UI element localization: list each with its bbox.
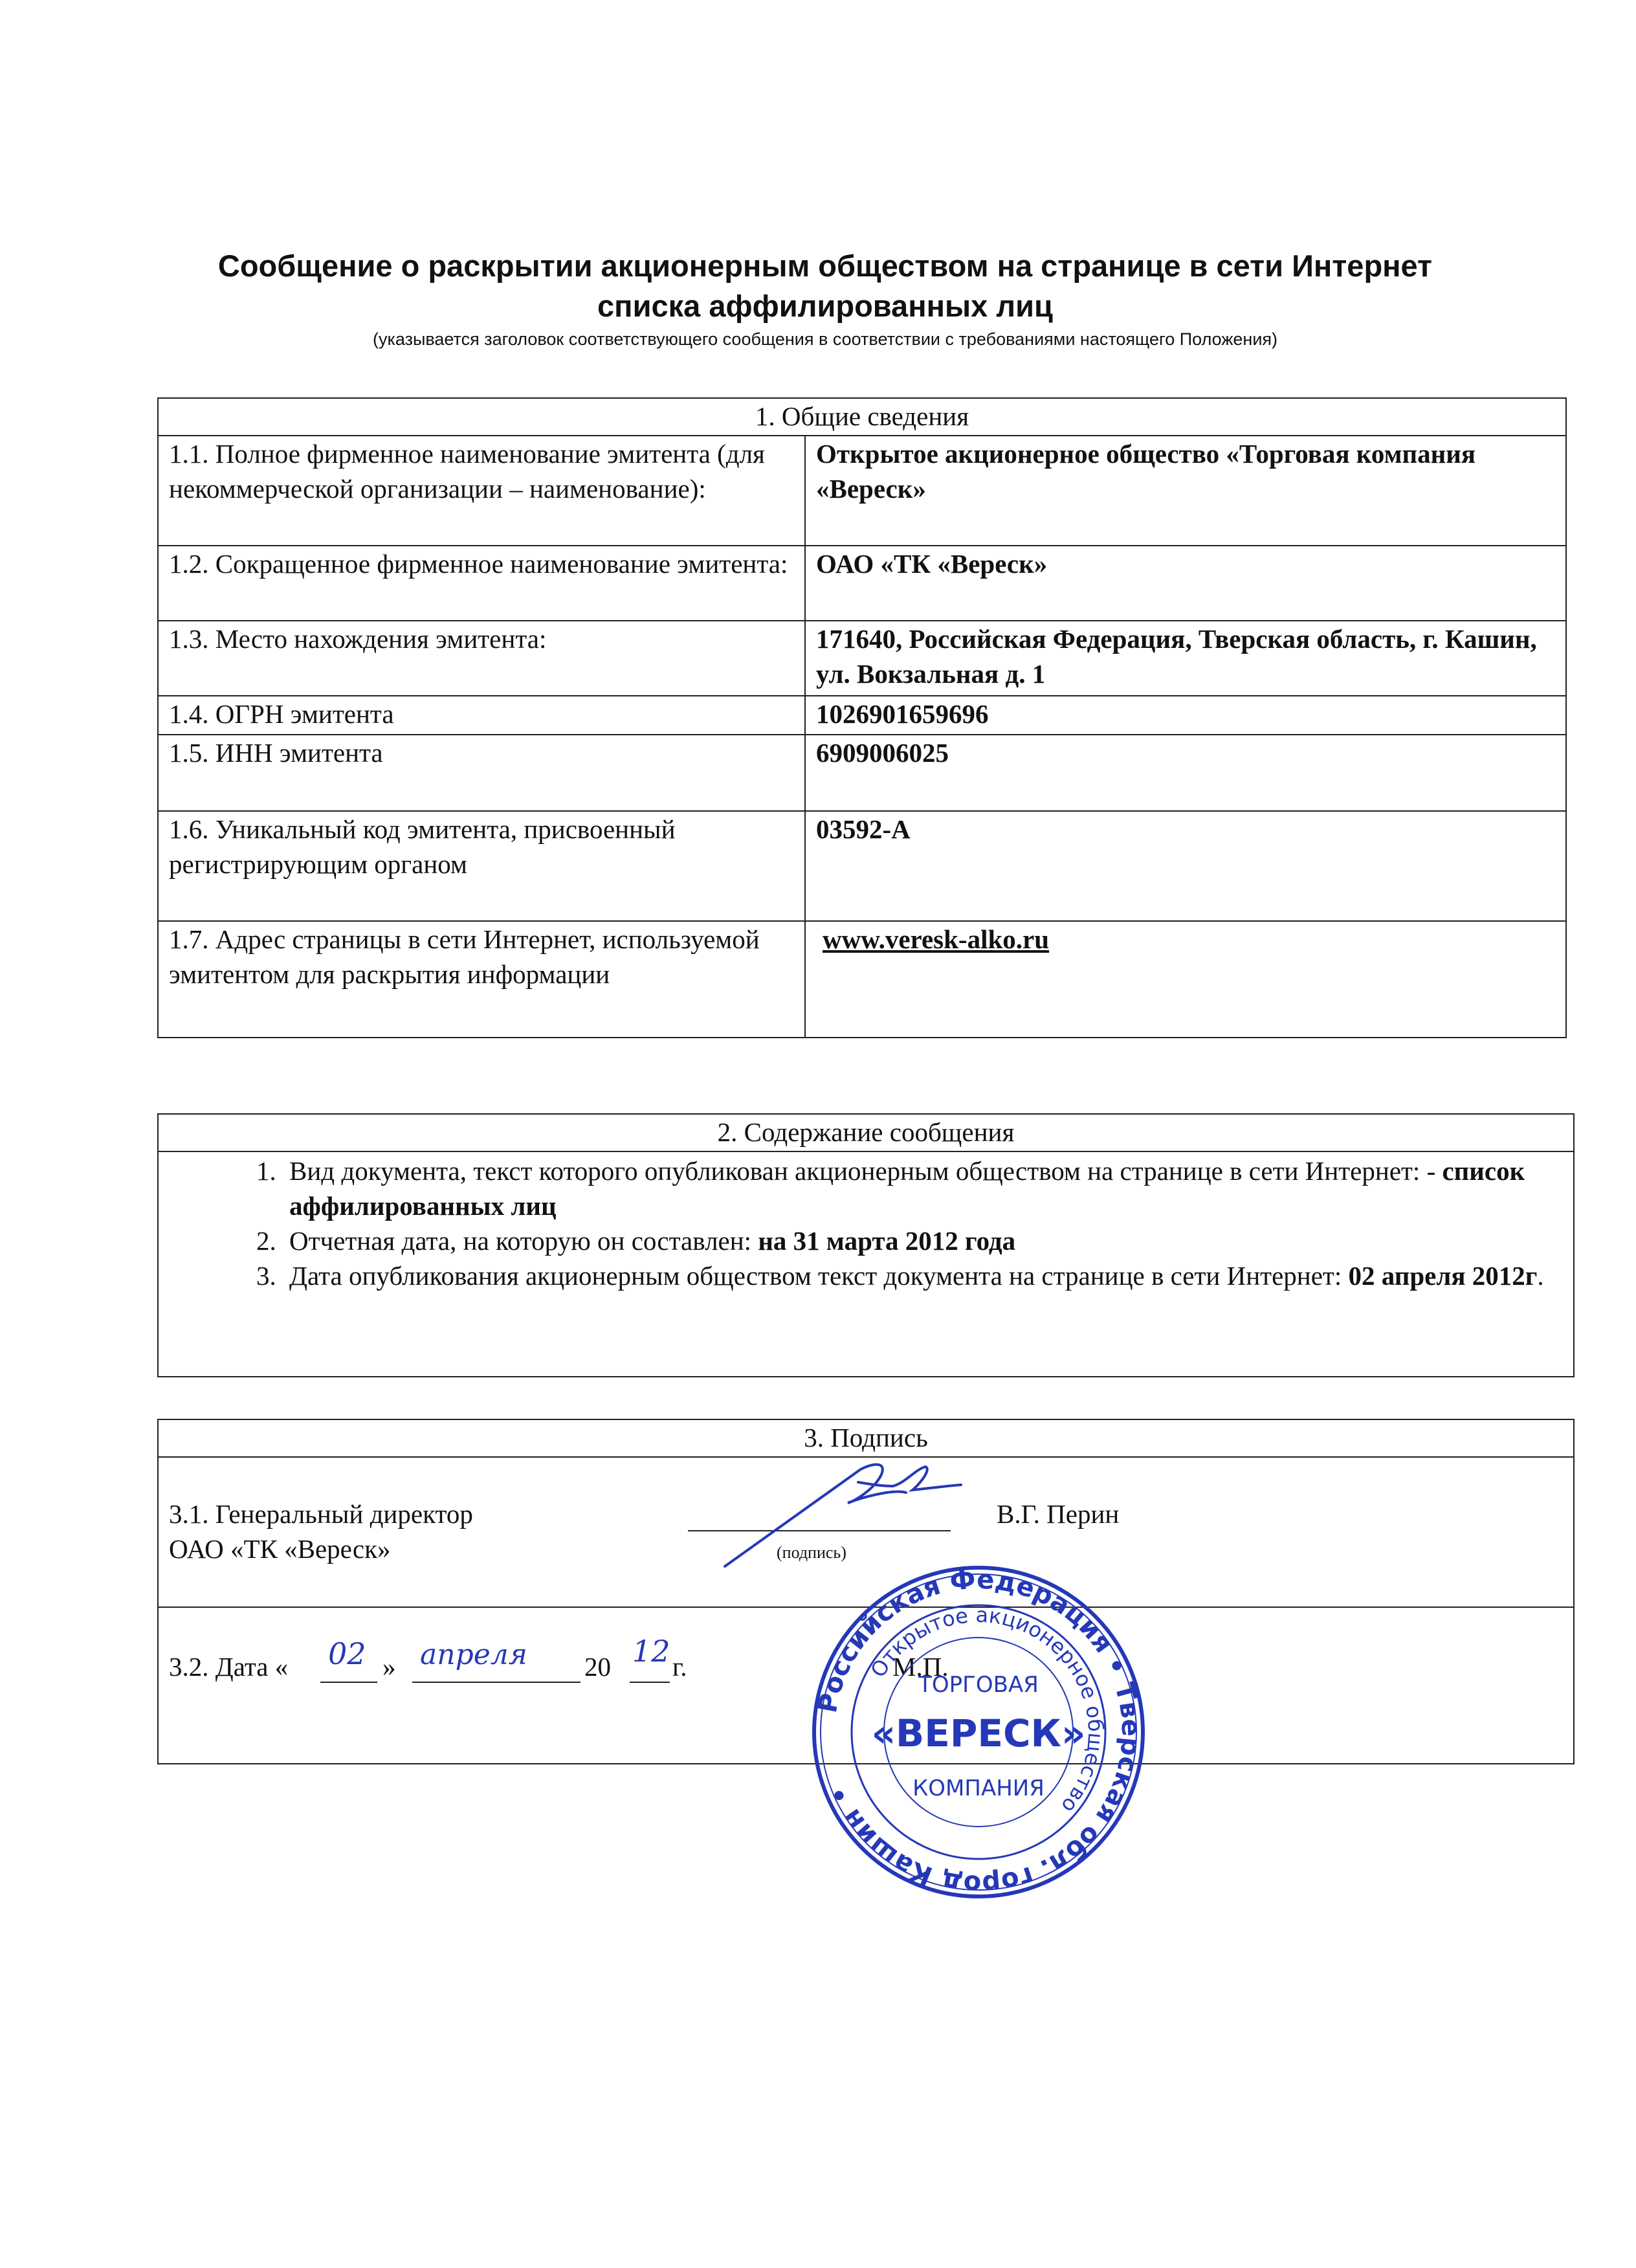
content-item-document-type [283,1153,1563,1223]
content-item-text: Вид документа, текст которого опубликован акционерным обществом на странице в сети Интернет: - [289,1156,1443,1186]
row-label-full-name: 1.1. Полное фирменное наименование эмитента (для некоммерческой организации – наименование): [158,436,805,546]
seal-ink [813,1564,1145,1899]
content-item-report-date [283,1223,1563,1258]
date-quote-close: » [382,1652,396,1682]
content-item-value: список аффилированных лиц [289,1156,1525,1221]
signer-name: В.Г. Перин [997,1499,1120,1529]
date-suffix: г. [672,1652,687,1682]
general-info-table [157,397,1567,1038]
content-body [158,1151,1574,1377]
seal-center-name: «ВЕРЕСК» [871,1711,1086,1755]
row-value-ogrn: 1026901659696 [805,696,1566,735]
content-item-text: Отчетная дата, на которую он составлен: [289,1226,758,1256]
seal-outer-text: Российская Федерация • Тверская обл. город Кашин • [812,1564,1146,1900]
date-month-line [412,1682,580,1683]
content-item-value: на 31 марта 2012 года [758,1226,1016,1256]
company-seal [810,1564,1147,1900]
general-info-heading: 1. Общие сведения [158,398,1566,436]
handwritten-signature [712,1443,971,1573]
seal-line-bottom: КОМПАНИЯ [912,1775,1045,1801]
document-header [149,246,1501,351]
title-note: (указывается заголовок соответствующего сообщения в соответствии с требованиями настоящего Положения) [372,329,1278,349]
signature-caption: (подпись) [777,1543,846,1562]
website-link[interactable]: www.veresk-alko.ru [823,924,1050,954]
row-value-full-name: Открытое акционерное общество «Торговая компания «Вереск» [805,436,1566,546]
content-list [169,1153,1563,1293]
signature-heading: 3. Подпись [158,1419,1574,1457]
document-title-line-1: Сообщение о раскрытии акционерным обществом на странице в сети Интернет [217,249,1433,283]
row-label-ogrn: 1.4. ОГРН эмитента [158,696,805,735]
content-item-publish-date [283,1258,1563,1293]
content-item-tail: . [1537,1261,1544,1291]
content-item-text: Дата опубликования акционерным обществом текст документа на странице в сети Интернет: [289,1261,1349,1291]
row-label-location: 1.3. Место нахождения эмитента: [158,621,805,696]
stamp-place-label: М.П. [892,1652,949,1682]
date-day-line [320,1682,377,1683]
date-year-line [630,1682,670,1683]
row-value-inn: 6909006025 [805,735,1566,811]
content-item-value: 02 апреля 2012г [1348,1261,1538,1291]
date-month-handwritten: апреля [420,1638,527,1671]
row-label-web-page: 1.7. Адрес страницы в сети Интернет, используемой эмитентом для раскрытия информации [158,921,805,1038]
row-label-short-name: 1.2. Сокращенное фирменное наименование эмитента: [158,546,805,621]
signer-position: 3.1. Генеральный директор [169,1499,473,1529]
date-label: 3.2. Дата « [169,1652,289,1682]
document-title-line-2: списка аффилированных лиц [597,289,1053,323]
seal-line-top: ТОРГОВАЯ [918,1672,1039,1698]
signer-company: ОАО «ТК «Вереск» [169,1534,391,1564]
seal-middle-text: Открытое акционерное общество [865,1602,1109,1818]
row-label-issuer-code: 1.6. Уникальный код эмитента, присвоенный регистрирующим органом [158,811,805,921]
date-year-handwritten: 12 [632,1634,670,1669]
date-day-handwritten: 02 [328,1636,366,1671]
row-label-inn: 1.5. ИНН эмитента [158,735,805,811]
row-value-web-page-cell [805,921,1566,1038]
row-value-location: 171640, Российская Федерация, Тверская область, г. Кашин, ул. Вокзальная д. 1 [805,621,1566,696]
date-century: 20 [584,1652,611,1682]
row-value-issuer-code: 03592-А [805,811,1566,921]
content-heading: 2. Содержание сообщения [158,1114,1574,1151]
row-value-short-name: ОАО «ТК «Вереск» [805,546,1566,621]
message-content-table [157,1113,1575,1377]
